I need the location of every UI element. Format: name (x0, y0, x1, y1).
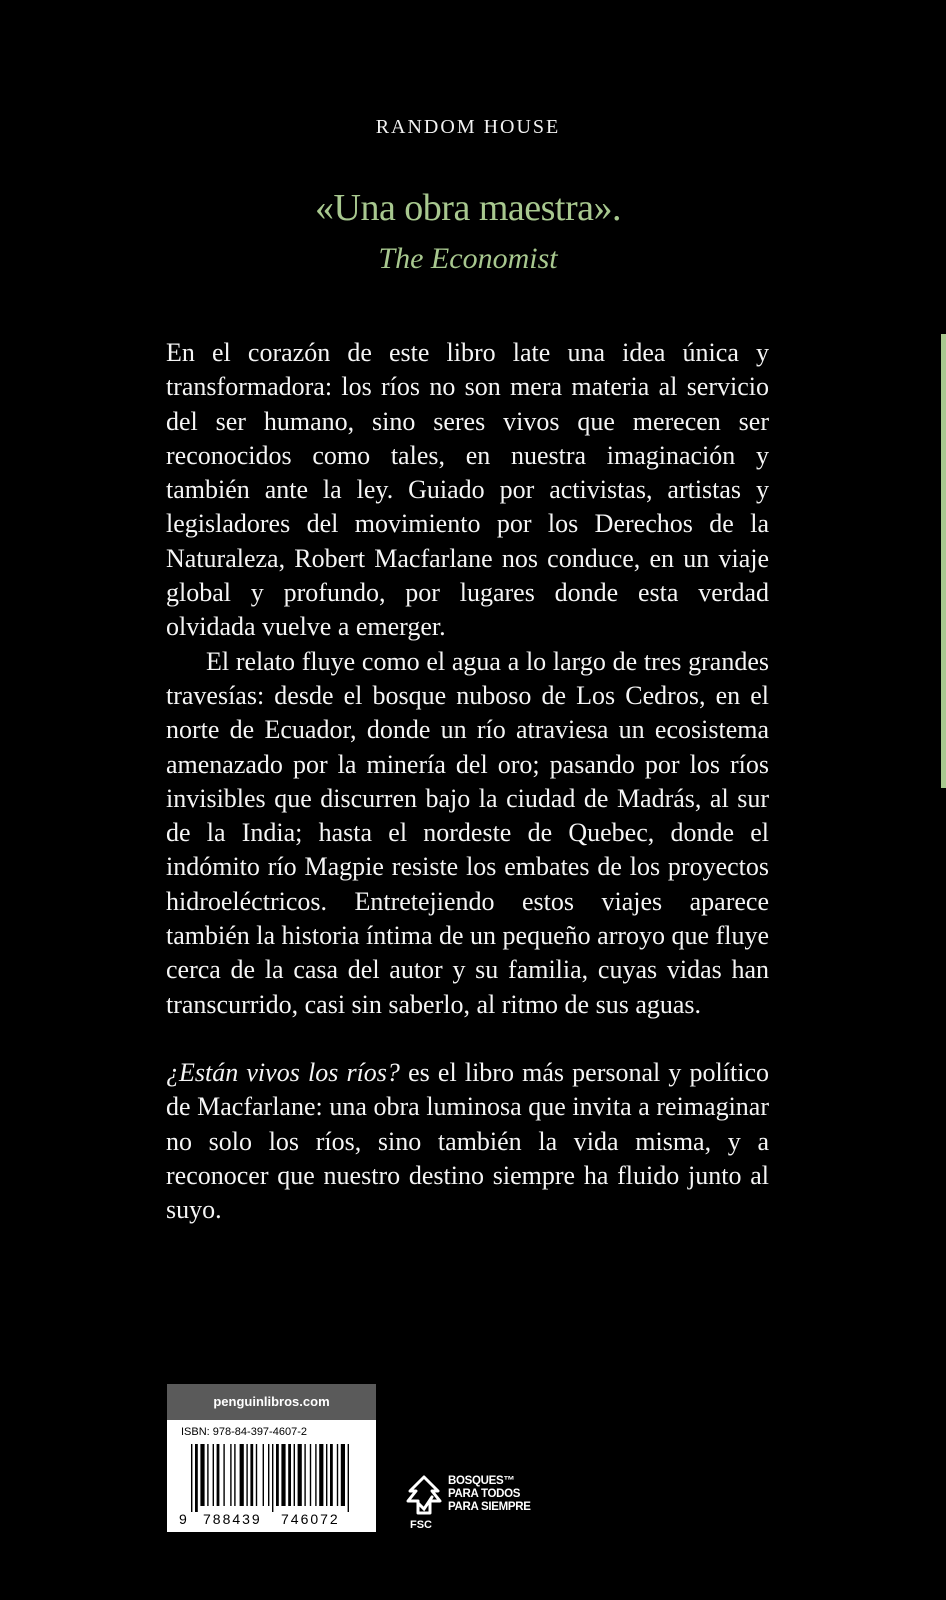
fsc-line-2: PARA TODOS (448, 1488, 521, 1500)
book-title: ¿Están vivos los ríos? (166, 1057, 400, 1087)
fsc-label: FSC (410, 1519, 432, 1531)
fsc-line-1: BOSQUES™ (448, 1475, 515, 1487)
fsc-tree-icon (402, 1473, 446, 1519)
fsc-slogan (448, 1475, 531, 1514)
barcode-digits-group-2: 746072 (281, 1511, 340, 1527)
synopsis-paragraph-1: En el corazón de este libro late una idea única y transformadora: los ríos no son mera materia al servicio del ser humano, sino seres vivos que merecen ser reconocidos como tales, en nuestra imaginación y también ante la ley. Guiado por activistas, artistas y legisladores del movimiento por los Derechos de la Naturaleza, Robert Macfarlane nos conduce, en un viaje global y profundo, por lugares donde esta verdad olvidada vuelve a emerger. (166, 338, 769, 642)
barcode-icon (177, 1444, 367, 1528)
barcode-digit-first: 9 (179, 1511, 187, 1527)
synopsis-paragraph-3-text: es el libro más personal y político de Macfarlane: una obra luminosa que invita a reimaginar no solo los ríos, sino también la vida misma, y a reconocer que nuestro destino siempre ha fluido junto al suyo. (166, 1057, 769, 1225)
synopsis-paragraph-3 (166, 1056, 769, 1227)
quote-source: The Economist (378, 242, 558, 275)
review-quote: «Una obra maestra». (315, 187, 621, 229)
publisher-name: RANDOM HOUSE (375, 116, 561, 138)
spine-accent-bar (941, 334, 946, 788)
synopsis (166, 336, 769, 1227)
website-label: penguinlibros.com (167, 1384, 376, 1420)
barcode-box (167, 1384, 376, 1532)
fsc-line-3: PARA SIEMPRE (448, 1501, 531, 1513)
isbn-label: ISBN: 978-84-397-4607-2 (181, 1426, 307, 1438)
synopsis-paragraph-2: El relato fluye como el agua a lo largo de tres grandes travesías: desde el bosque nuboso de Los Cedros, en el norte de Ecuador, donde un río atraviesa un ecosistema amenazado por la minería del oro; pasando por los ríos invisibles que discurren bajo la ciudad de Madrás, al sur de la India; hasta el nordeste de Quebec, donde el indómito río Magpie resiste los embates de los proyectos hidroeléctricos. Entretejiendo estos viajes aparece también la historia íntima de un pequeño arroyo que fluye cerca de la casa del autor y su familia, cuyas vidas han transcurrido, casi sin saberlo, al ritmo de sus aguas. (166, 646, 769, 1019)
barcode-digits-group-1: 788439 (203, 1511, 262, 1527)
fsc-logo (402, 1473, 552, 1537)
